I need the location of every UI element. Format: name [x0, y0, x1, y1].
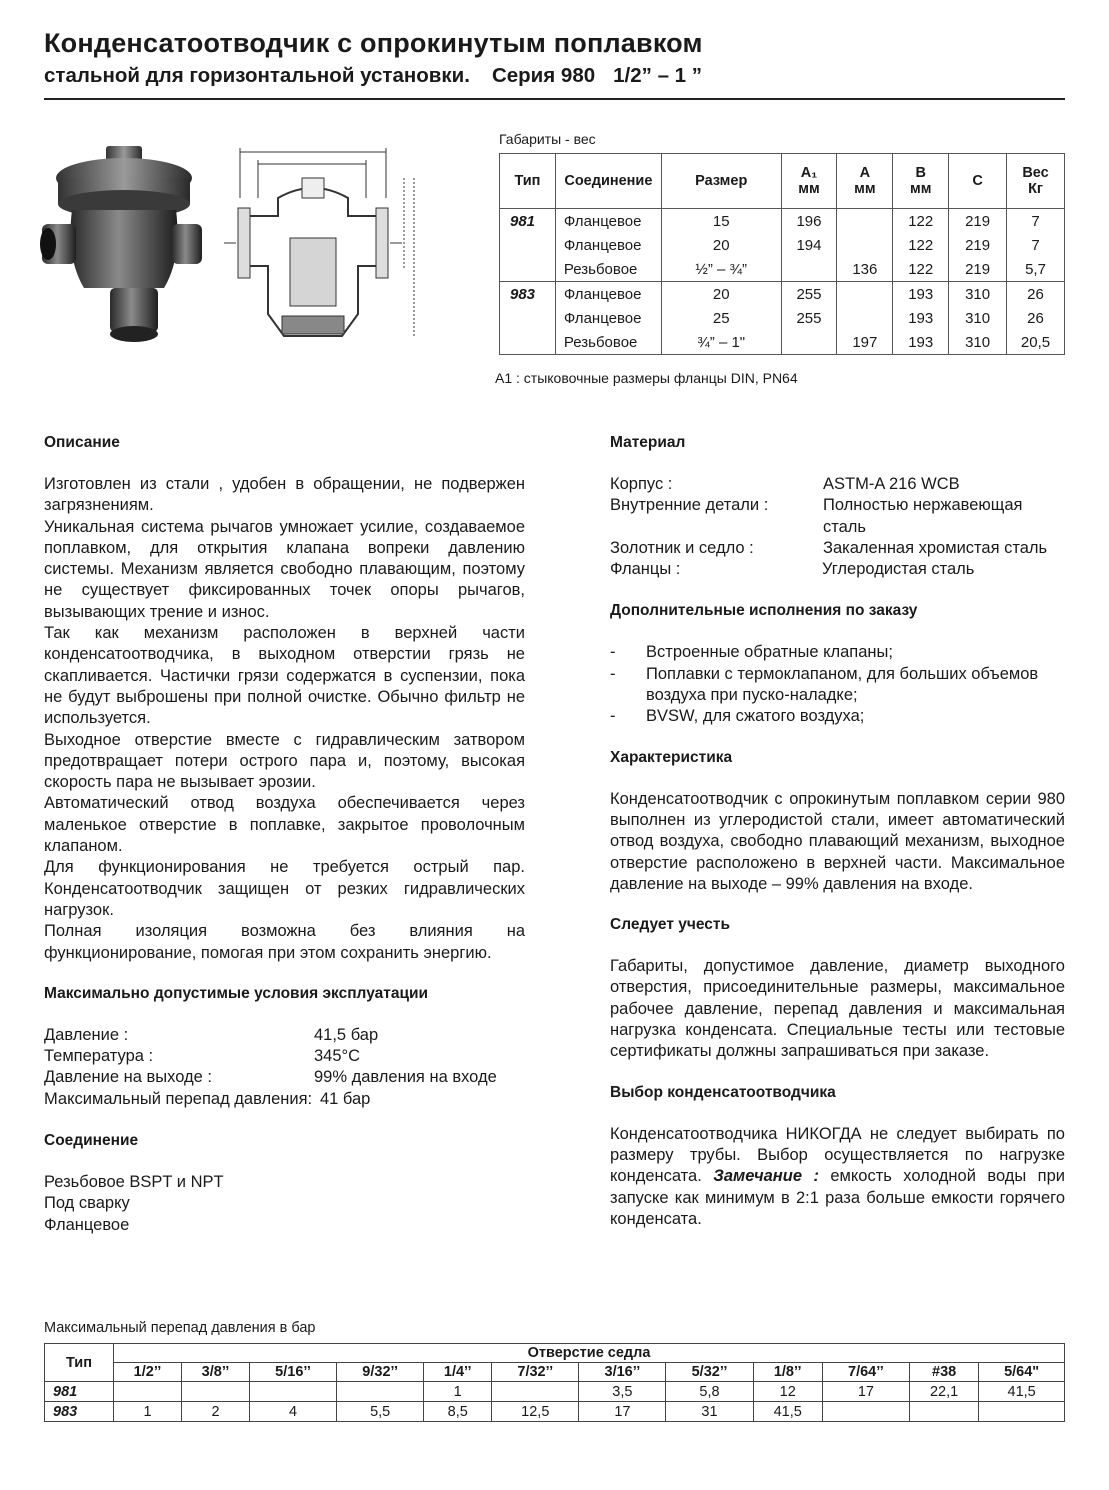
cell-a: 197	[837, 330, 893, 355]
cell-a1	[781, 257, 837, 282]
limits-list	[44, 1025, 525, 1110]
cell-b: 122	[893, 257, 949, 282]
cell-b: 193	[893, 330, 949, 355]
cell-c: 219	[949, 209, 1007, 234]
material-value: Закаленная хромистая сталь	[823, 538, 1048, 557]
cell-value: 41,5	[979, 1382, 1065, 1402]
limit-key: Давление :	[44, 1025, 129, 1044]
cell-type	[500, 257, 556, 282]
limit-value: 345°C	[314, 1047, 361, 1066]
cell-value: 5,5	[337, 1402, 424, 1422]
options-list	[610, 642, 1065, 727]
cell-a: 136	[837, 257, 893, 282]
header-divider	[44, 98, 1065, 100]
pressure-col-size: 1/8’’	[753, 1363, 822, 1382]
material-heading: Материал	[610, 434, 686, 451]
pressure-col-size: 5/32’’	[666, 1363, 753, 1382]
selection-text	[610, 1124, 1065, 1230]
limit-value: 99% давления на входе	[314, 1068, 497, 1087]
pressure-col-size: 5/16’’	[250, 1363, 337, 1382]
selection-text-start: Конденсатоотводчика НИКОГДА не следует выбирать по размеру трубы. Выбор осуществляется по нагрузке конденсата.	[610, 1124, 1065, 1186]
cell-value	[909, 1402, 978, 1422]
col-header-size: Размер	[661, 154, 781, 209]
section-drawing	[218, 138, 433, 353]
page-subtitle	[44, 64, 702, 88]
description-paragraph: Выходное отверстие вместе с гидравлическим затвором предотвращает потери острого пара и, поэтому, высокая скорость пара не вызывает эрозии.	[44, 730, 525, 792]
left-column	[44, 434, 525, 1236]
selection-heading: Выбор конденсатоотводчика	[610, 1083, 836, 1101]
cell-connection: Фланцевое	[555, 282, 661, 307]
series-label: Серия 980	[491, 64, 596, 87]
material-item	[610, 559, 1065, 580]
option-text: BVSW, для сжатого воздуха;	[646, 707, 865, 726]
cell-value: 31	[666, 1402, 753, 1422]
connection-item: Под сварку	[44, 1194, 130, 1213]
cell-type: 983	[500, 282, 556, 307]
cell-value: 3,5	[579, 1382, 666, 1402]
table-row	[45, 1382, 1065, 1402]
option-text: Встроенные обратные клапаны;	[646, 643, 893, 662]
pressure-table-caption: Максимальный перепад давления в бар	[44, 1320, 316, 1336]
limit-item	[44, 1046, 525, 1067]
cell-value	[182, 1382, 250, 1402]
cell-b: 122	[893, 209, 949, 234]
description-paragraph: Полная изоляция возможна без влияния на функционирование, помогая при этом сохранить энергию.	[44, 922, 525, 962]
limit-item	[44, 1025, 525, 1046]
cell-weight: 20,5	[1007, 330, 1065, 355]
cell-value: 4	[250, 1402, 337, 1422]
pressure-col-size: 7/32’’	[492, 1363, 579, 1382]
pressure-col-size: 3/8’’	[182, 1363, 250, 1382]
cell-b: 193	[893, 306, 949, 330]
cell-value	[250, 1382, 337, 1402]
consider-heading: Следует учесть	[610, 916, 730, 934]
cell-type: 981	[45, 1382, 114, 1402]
limit-key: Давление на выходе :	[44, 1068, 212, 1087]
limit-key: Максимальный перепад давления:	[44, 1089, 313, 1108]
cell-value: 2	[182, 1402, 250, 1422]
list-item: - Поплавки с термоклапаном, для больших объемов воздуха при пуско-наладке;	[610, 664, 1065, 707]
cell-value: 22,1	[909, 1382, 978, 1402]
cell-value: 12	[753, 1382, 822, 1402]
cell-size: ¾” – 1"	[661, 330, 781, 355]
cell-type: 983	[45, 1402, 114, 1422]
cell-size: 25	[661, 306, 781, 330]
cell-connection: Фланцевое	[555, 306, 661, 330]
cell-value	[492, 1382, 579, 1402]
description-paragraph: Изготовлен из стали , удобен в обращении, не подвержен загрязнениям.	[44, 475, 525, 515]
cell-c: 310	[949, 330, 1007, 355]
connection-list	[44, 1172, 525, 1236]
pressure-col-size: 7/64’’	[822, 1363, 909, 1382]
col-header-a: A мм	[837, 154, 893, 209]
cell-value: 5,8	[666, 1382, 753, 1402]
cell-c: 310	[949, 282, 1007, 307]
col-header-type: Тип	[500, 154, 556, 209]
material-item	[610, 495, 1065, 538]
product-photo	[36, 138, 206, 348]
cell-a1: 196	[781, 209, 837, 234]
limit-key: Температура :	[44, 1047, 154, 1066]
table-row	[500, 209, 1065, 234]
characteristic-heading: Характеристика	[610, 748, 733, 766]
material-value: Углеродистая сталь	[822, 560, 975, 579]
cell-size: ½” – ¾”	[661, 257, 781, 282]
cell-size: 20	[661, 233, 781, 257]
table-row	[45, 1402, 1065, 1422]
material-value: Полностью нержавеющая сталь	[823, 496, 1023, 536]
material-key: Фланцы :	[610, 560, 681, 579]
pressure-col-type: Тип	[45, 1344, 114, 1382]
cell-size: 20	[661, 282, 781, 307]
limit-value: 41,5 бар	[314, 1025, 379, 1044]
cell-value	[979, 1402, 1065, 1422]
material-item	[610, 474, 1065, 495]
cell-value: 8,5	[424, 1402, 492, 1422]
cell-a	[837, 209, 893, 234]
pressure-col-size: 9/32’’	[337, 1363, 424, 1382]
description-paragraph: Так как механизм расположен в верхней части конденсатоотводчика, в выходном отверстии грязь не скапливается. Частички грязи содержатся в суспензии, пока не будут выброшены при полной очистке. Обычно фильтр не используется.	[44, 624, 525, 728]
cell-value: 17	[822, 1382, 909, 1402]
connection-heading: Соединение	[44, 1132, 139, 1150]
col-header-a1: A₁ мм	[781, 154, 837, 209]
material-item	[610, 538, 1065, 559]
page-title: Конденсатоотводчик с опрокинутым поплавком	[44, 28, 703, 58]
dims-caption: Габариты - вес	[499, 131, 596, 147]
cell-connection: Фланцевое	[555, 233, 661, 257]
cell-value: 17	[579, 1402, 666, 1422]
cell-type: 981	[500, 209, 556, 234]
limit-item	[44, 1067, 525, 1088]
material-value: ASTM-A 216 WCB	[823, 475, 960, 493]
pressure-col-size: 3/16’’	[579, 1363, 666, 1382]
options-heading: Дополнительные исполнения по заказу	[610, 602, 918, 620]
right-column	[610, 434, 1065, 1230]
pressure-col-size: 5/64"	[979, 1363, 1065, 1382]
cell-a1: 194	[781, 233, 837, 257]
cell-value: 1	[424, 1382, 492, 1402]
cell-value	[822, 1402, 909, 1422]
cell-weight: 7	[1007, 209, 1065, 234]
col-header-connection: Соединение	[555, 154, 661, 209]
cell-value: 1	[114, 1402, 182, 1422]
cell-a1: 255	[781, 282, 837, 307]
subtitle-text: стальной для горизонтальной установки.	[44, 64, 470, 87]
cell-type	[500, 233, 556, 257]
material-list	[610, 474, 1065, 580]
dimensions-table	[499, 153, 1065, 355]
cell-value	[337, 1382, 424, 1402]
material-key: Корпус :	[610, 475, 673, 493]
cell-type	[500, 306, 556, 330]
material-key: Внутренние детали :	[610, 496, 769, 515]
description-heading: Описание	[44, 434, 120, 451]
description-paragraph: Уникальная система рычагов умножает усилие, создаваемое поплавком, для открытия клапана вопреки давлению системы. Механизм является свободно плавающим, поэтому не существует фиксированных точек опоры рычагов, вызывающих трение и износ.	[44, 517, 525, 621]
table-row	[500, 233, 1065, 257]
cell-weight: 26	[1007, 282, 1065, 307]
table-row	[500, 330, 1065, 355]
list-item: - Встроенные обратные клапаны;	[610, 642, 1065, 663]
description-paragraph: Для функционирования не требуется острый пар. Конденсатоотводчик защищен от резких гидравлических нагрузок.	[44, 858, 525, 919]
cell-a	[837, 306, 893, 330]
cell-value	[114, 1382, 182, 1402]
cell-a	[837, 233, 893, 257]
cell-weight: 7	[1007, 233, 1065, 257]
pressure-col-size: 1/2’’	[114, 1363, 182, 1382]
cell-weight: 26	[1007, 306, 1065, 330]
table-row	[500, 306, 1065, 330]
limit-item	[44, 1089, 525, 1110]
table-row	[500, 282, 1065, 307]
cell-b: 193	[893, 282, 949, 307]
cell-a1	[781, 330, 837, 355]
cell-size: 15	[661, 209, 781, 234]
table-row	[500, 257, 1065, 282]
characteristic-text: Конденсатоотводчик с опрокинутым поплавком серии 980 выполнен из углеродистой стали, имеет автоматический отвод воздуха, свободно плавающий механизм, выходное отверстие расположено в верхней части. Максимальное давление на выходе – 99% давления на входе.	[610, 789, 1065, 893]
cell-value: 41,5	[753, 1402, 822, 1422]
col-header-c: C	[949, 154, 1007, 209]
cell-c: 310	[949, 306, 1007, 330]
cell-b: 122	[893, 233, 949, 257]
col-header-weight: Вес Кг	[1007, 154, 1065, 209]
pressure-col-size: 1/4’’	[424, 1363, 492, 1382]
pressure-col-size: #38	[909, 1363, 978, 1382]
list-item: - BVSW, для сжатого воздуха;	[610, 706, 1065, 727]
cell-connection: Фланцевое	[555, 209, 661, 234]
cell-c: 219	[949, 257, 1007, 282]
material-key: Золотник и седло :	[610, 538, 754, 557]
cell-c: 219	[949, 233, 1007, 257]
connection-item: Резьбовое BSPT и NPT	[44, 1173, 224, 1192]
cell-value: 12,5	[492, 1402, 579, 1422]
option-text: Поплавки с термоклапаном, для больших объемов воздуха при пуско-наладке;	[646, 664, 1039, 705]
description-paragraph: Автоматический отвод воздуха обеспечивается через маленькое отверстие в поплавке, закрытое проволочным клапаном.	[44, 794, 525, 856]
cell-weight: 5,7	[1007, 257, 1065, 282]
size-range: 1/2” – 1 ”	[613, 64, 703, 87]
consider-text: Габариты, допустимое давление, диаметр выходного отверстия, присоединительные размеры, максимальное рабочее давление, перепад давления и максимальная нагрузка конденсата. Специальные тесты или тестовые сертификаты должны запрашиваться при заказе.	[610, 957, 1065, 1061]
selection-text-end: емкость холодной воды при запуске как минимум в 2:1 раза больше емкости горячего конденсата.	[610, 1167, 1065, 1228]
description-text	[44, 474, 525, 964]
dims-note: A1 : стыковочные размеры фланцы DIN, PN64	[495, 370, 798, 386]
connection-item: Фланцевое	[44, 1215, 130, 1234]
cell-connection: Резьбовое	[555, 330, 661, 355]
cell-a	[837, 282, 893, 307]
pressure-group-header: Отверстие седла	[114, 1344, 1065, 1363]
selection-note-label: Замечание :	[713, 1167, 819, 1186]
limit-value: 41 бар	[320, 1089, 371, 1108]
cell-type	[500, 330, 556, 355]
pressure-table	[44, 1343, 1065, 1422]
cell-a1: 255	[781, 306, 837, 330]
limits-heading: Максимально допустимые условия эксплуатации	[44, 984, 429, 1002]
col-header-b: B мм	[893, 154, 949, 209]
cell-connection: Резьбовое	[555, 257, 661, 282]
